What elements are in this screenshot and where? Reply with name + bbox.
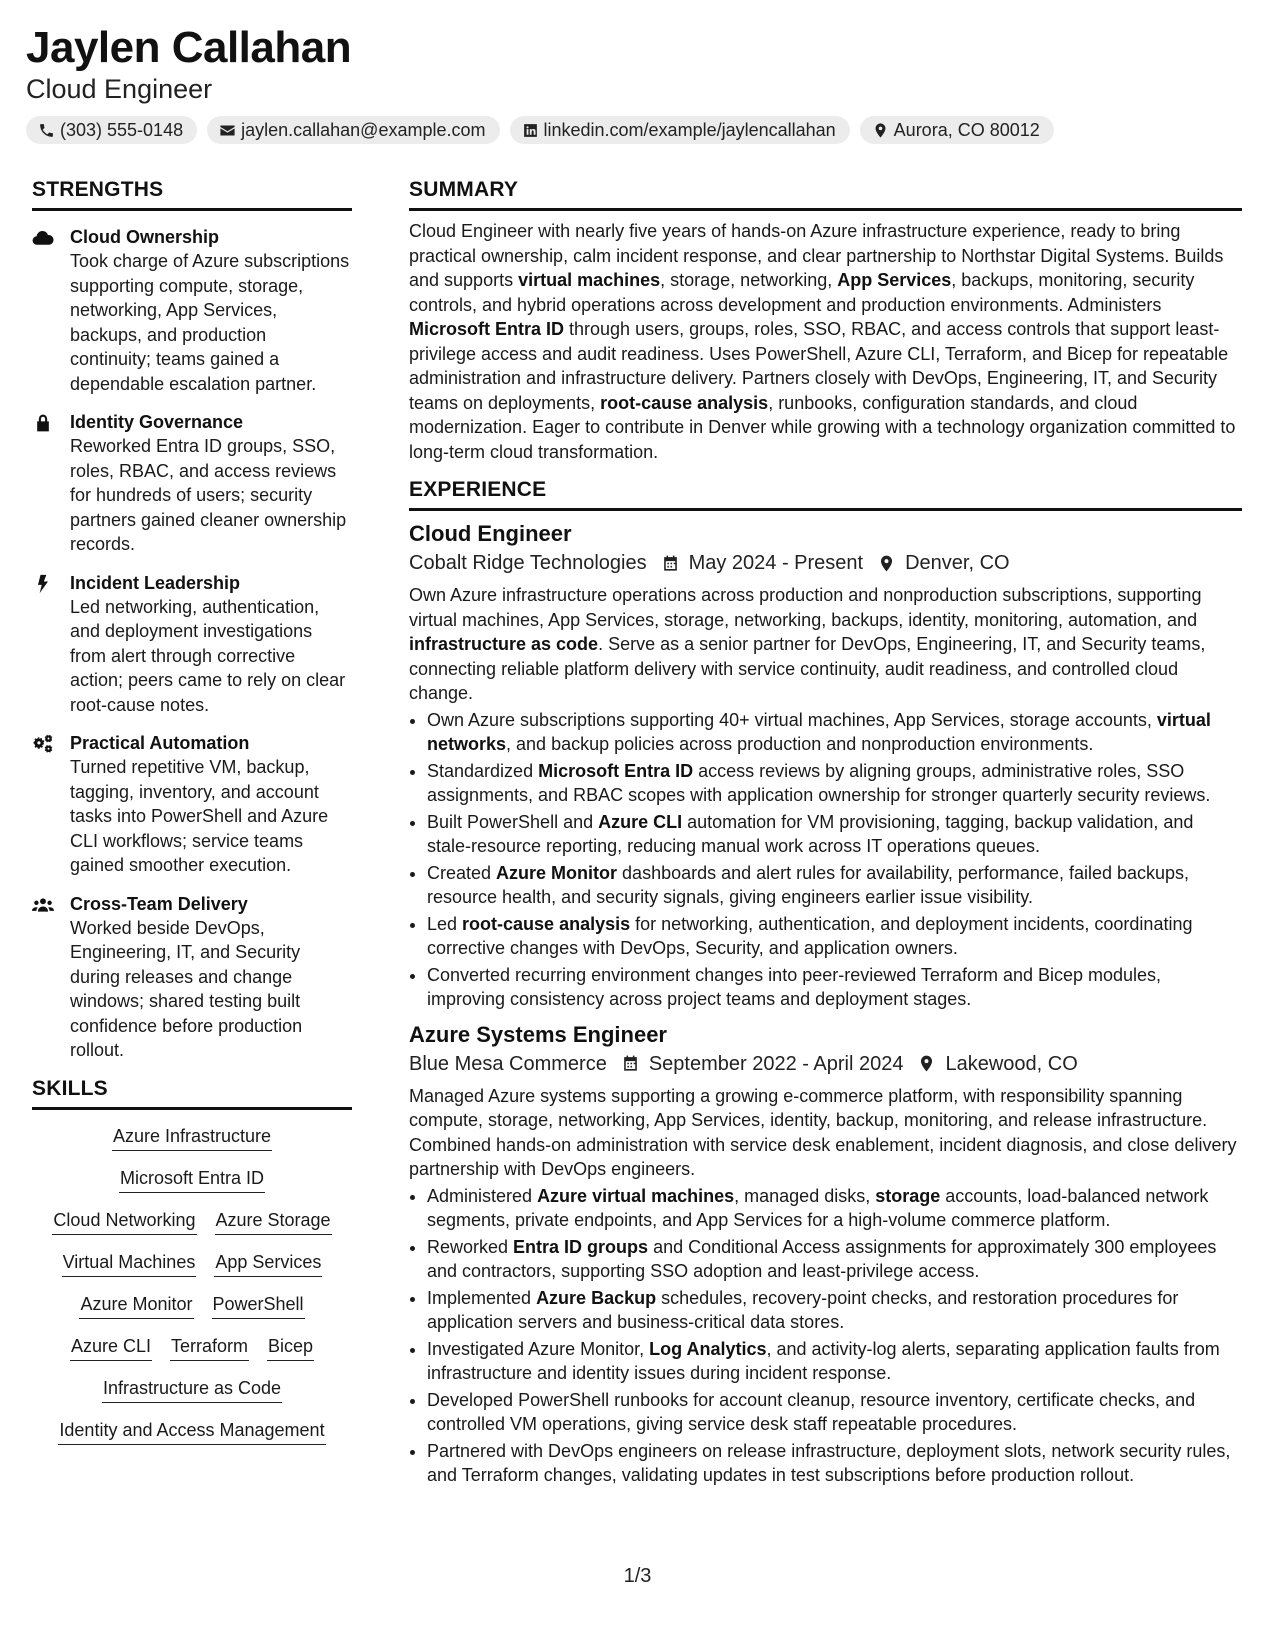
text-run: Standardized (427, 760, 539, 781)
strength-description: Worked beside DevOps, Engineering, IT, and Security during releases and change windows; shared testing built confidence before production rollout. (70, 917, 303, 1060)
strength-name: Cloud Ownership (70, 227, 220, 247)
lock-icon (32, 413, 54, 433)
skills-heading: SKILLS (32, 1077, 352, 1110)
skills-row (62, 1248, 323, 1277)
bullet-item (427, 912, 1242, 961)
job-dates: May 2024 - Present (688, 552, 864, 574)
skill-tag: App Services (214, 1248, 322, 1277)
text-run: Own Azure infrastructure operations across production and nonproduction subscriptions, supporting virtual machines, App Services, storage, networking, backups, identity, monitoring, automation, and (409, 585, 1202, 630)
text-run: and Conditional Access assignments for approximately 300 employees and contractors, supporting SSO adoption and least-privilege access. (427, 1236, 1217, 1281)
bullet-item (427, 1439, 1242, 1488)
bullet-item (427, 861, 1242, 910)
job-entry (409, 1020, 1242, 1488)
bold-text: storage (875, 1185, 941, 1206)
bolt-icon (32, 574, 54, 594)
bullet-item (427, 1235, 1242, 1284)
text-run: . Serve as a senior partner for DevOps, Engineering, IT, and Security teams, connecting reliable platform delivery with service continuity, audit readiness, and controlled cloud change. (409, 634, 1206, 703)
bullet-item (427, 708, 1242, 757)
bullet-item (427, 1388, 1242, 1437)
skills-row (112, 1122, 272, 1151)
text-run: Managed Azure systems supporting a growing e-commerce platform, with responsibility spanning compute, storage, networking, App Services, identity, backup, monitoring, and release infrastructure. Combined hands-on administration with service desk enablement, incident diagnosis, and close delivery partnership with DevOps engineers. (409, 1085, 1237, 1179)
bold-text: Azure Monitor (496, 862, 618, 883)
job-description (409, 583, 1242, 706)
calendar-icon (621, 1054, 640, 1073)
map-pin-icon (872, 122, 889, 139)
bullet-item (427, 810, 1242, 859)
phone-text: (303) 555-0148 (60, 119, 184, 140)
strength-name: Identity Governance (70, 412, 244, 432)
skill-tag: Terraform (170, 1332, 249, 1361)
location-text: Aurora, CO 80012 (893, 119, 1040, 140)
text-run: , backups, monitoring, security controls, and hybrid operations across development and production environments. Administers (409, 270, 1195, 315)
strength-name: Practical Automation (70, 733, 250, 753)
bold-text: root-cause analysis (600, 392, 769, 413)
bullet-item (427, 1286, 1242, 1335)
summary-text (409, 219, 1242, 464)
strength-body (70, 225, 352, 396)
job-company: Blue Mesa Commerce (409, 1052, 607, 1075)
skills-section (32, 1077, 352, 1445)
strength-icon-wrap (32, 410, 70, 557)
strengths-list (32, 225, 352, 1063)
skills-row (102, 1374, 282, 1403)
skill-tag: PowerShell (212, 1290, 305, 1319)
text-run: , runbooks, configuration standards, and cloud modernization. Eager to contribute in Denver while growing with a technology organization committed to long-term cloud transformation. (409, 392, 1236, 462)
bold-text: infrastructure as code (409, 634, 599, 654)
strength-description: Turned repetitive VM, backup, tagging, inventory, and account tasks into PowerShell and Azure CLI workflows; service teams gained smoother execution. (70, 757, 329, 875)
text-run: Developed PowerShell runbooks for account cleanup, resource inventory, certificate checks, and controlled VM operations, giving service desk staff repeatable procedures. (427, 1389, 1196, 1434)
text-run: through users, groups, roles, SSO, RBAC, and access controls that support least-privilege access and audit readiness. Uses PowerShell, Azure CLI, Terraform, and Bicep for repeatable administration and infrastructure delivery. Partners closely with DevOps, Engineering, IT, and Security teams on deployments, (409, 319, 1229, 413)
strength-body (70, 731, 352, 878)
skill-tag: Infrastructure as Code (102, 1374, 282, 1403)
text-run: , and backup policies across production and nonproduction environments. (506, 734, 1094, 754)
resume-header (26, 22, 1245, 144)
map-pin-icon (877, 554, 896, 573)
strength-description: Reworked Entra ID groups, SSO, roles, RBAC, and access reviews for hundreds of users; security partners gained cleaner ownership records. (70, 436, 347, 554)
bullet-item (427, 1337, 1242, 1386)
skill-tag: Azure Infrastructure (112, 1122, 272, 1151)
strength-item (32, 571, 352, 718)
skill-tag: Azure Monitor (79, 1290, 193, 1319)
text-run: , managed disks, (734, 1185, 876, 1206)
text-run: Partnered with DevOps engineers on release infrastructure, deployment slots, network security rules, and Terraform changes, validating updates in test subscriptions before production rollout. (427, 1440, 1231, 1485)
contact-bar (26, 116, 1245, 144)
text-run: dashboards and alert rules for availability, performance, failed backups, resource health, and security signals, giving engineers earlier issue visibility. (427, 862, 1190, 907)
text-run: Created (427, 862, 497, 883)
skill-tag: Virtual Machines (62, 1248, 197, 1277)
bold-text: Entra ID groups (513, 1236, 649, 1257)
linkedin-text: linkedin.com/example/jaylencallahan (543, 119, 836, 140)
envelope-icon (219, 122, 236, 139)
job-company: Cobalt Ridge Technologies (409, 552, 647, 574)
job-title: Cloud Engineer (409, 521, 572, 546)
strength-item (32, 731, 352, 878)
bullet-item (427, 759, 1242, 808)
job-dates: September 2022 - April 2024 (648, 1052, 904, 1075)
candidate-name: Jaylen Callahan (26, 23, 352, 72)
skills-row (70, 1332, 314, 1361)
text-run: Own Azure subscriptions supporting 40+ virtual machines, App Services, storage accounts, (427, 709, 1157, 730)
skills-row (52, 1206, 331, 1235)
phone-icon (38, 122, 55, 139)
text-run: access reviews by aligning groups, administrative roles, SSO assignments, and RBAC scopes with application ownership for stronger quarterly security reviews. (427, 760, 1211, 805)
skills-row (79, 1290, 304, 1319)
skill-tag: Microsoft Entra ID (119, 1164, 265, 1193)
location-pill (860, 116, 1054, 144)
strength-body (70, 571, 352, 718)
text-run: Cloud Engineer with nearly five years of hands-on Azure infrastructure experience, ready to bring practical ownership, calm incident response, and clear partnership to Northstar Digital Systems. Builds and supports (409, 221, 1224, 290)
email-pill[interactable] (207, 116, 499, 144)
strengths-heading: STRENGTHS (32, 178, 352, 211)
strength-item (32, 225, 352, 396)
map-pin-icon (917, 1054, 936, 1073)
linkedin-pill[interactable] (510, 116, 850, 144)
strength-body (70, 892, 352, 1063)
job-meta (409, 1050, 1242, 1078)
text-run: , and activity-log alerts, separating application faults from infrastructure and identity issues during incident response. (427, 1338, 1220, 1383)
bold-text: root-cause analysis (462, 913, 631, 934)
bold-text: virtual networks (427, 709, 1211, 754)
skill-tag: Identity and Access Management (58, 1416, 325, 1445)
experience-list (409, 519, 1242, 1488)
users-icon (32, 895, 54, 915)
bold-text: Microsoft Entra ID (409, 319, 565, 339)
text-run: Investigated Azure Monitor, (427, 1338, 650, 1359)
summary-heading: SUMMARY (409, 178, 1242, 211)
strength-name: Incident Leadership (70, 572, 241, 593)
skill-tag: Azure Storage (215, 1206, 332, 1235)
bullet-item (427, 963, 1242, 1012)
email-text: jaylen.callahan@example.com (241, 119, 486, 140)
text-run: Built PowerShell and (427, 811, 599, 832)
skill-tag: Cloud Networking (52, 1206, 196, 1235)
gears-icon (32, 734, 54, 754)
strength-description: Took charge of Azure subscriptions supporting compute, storage, networking, App Services, backups, and production continuity; teams gained a dependable escalation partner. (70, 251, 350, 394)
text-run: Administered (427, 1185, 538, 1206)
strength-body (70, 410, 352, 557)
strength-name: Cross-Team Delivery (70, 893, 248, 914)
skill-tag: Bicep (267, 1332, 314, 1361)
page-number: 1/3 (623, 1565, 652, 1587)
bold-text: Azure Backup (536, 1287, 657, 1308)
bold-text: Microsoft Entra ID (538, 760, 694, 781)
job-meta (409, 549, 1242, 577)
cloud-icon (32, 228, 54, 248)
skills-list (32, 1122, 352, 1445)
candidate-title: Cloud Engineer (26, 74, 213, 104)
right-column (409, 178, 1242, 1490)
bold-text: Azure CLI (598, 811, 683, 832)
bullet-item (427, 1184, 1242, 1233)
job-bullets (409, 708, 1242, 1012)
skills-row (58, 1416, 325, 1445)
text-run: Converted recurring environment changes into peer-reviewed Terraform and Bicep modules, improving consistency across project teams and deployment stages. (427, 964, 1162, 1009)
linkedin-icon (522, 122, 539, 139)
phone-pill[interactable] (26, 116, 197, 144)
skills-row (119, 1164, 265, 1193)
job-entry (409, 519, 1242, 1012)
job-bullets (409, 1184, 1242, 1488)
strength-icon-wrap (32, 731, 70, 878)
bold-text: virtual machines (518, 270, 661, 290)
skill-tag: Azure CLI (70, 1332, 152, 1361)
job-location: Denver, CO (905, 552, 1010, 574)
text-run: accounts, load-balanced network segments, private endpoints, and App Services for a high-volume commerce platform. (427, 1185, 1209, 1230)
job-description (409, 1084, 1242, 1182)
strength-icon-wrap (32, 892, 70, 1063)
bold-text: App Services (837, 270, 952, 290)
left-column (32, 178, 352, 1445)
text-run: Led (427, 913, 463, 934)
experience-heading: EXPERIENCE (409, 478, 1242, 511)
calendar-icon (661, 554, 680, 573)
bold-text: Azure virtual machines (537, 1185, 735, 1206)
strength-icon-wrap (32, 225, 70, 396)
bold-text: Log Analytics (649, 1338, 767, 1359)
strength-item (32, 892, 352, 1063)
strength-description: Led networking, authentication, and deployment investigations from alert through corrective action; peers came to rely on clear root-cause notes. (70, 596, 346, 715)
text-run: , storage, networking, (660, 270, 838, 290)
strength-icon-wrap (32, 571, 70, 718)
strength-item (32, 410, 352, 557)
job-title: Azure Systems Engineer (409, 1021, 667, 1047)
text-run: Reworked (427, 1236, 514, 1257)
text-run: schedules, recovery-point checks, and restoration procedures for application servers and business-critical data stores. (427, 1287, 1179, 1332)
text-run: for networking, authentication, and deployment incidents, coordinating corrective changes with DevOps, Security, and application owners. (427, 913, 1193, 958)
text-run: Implemented (427, 1287, 537, 1308)
job-location: Lakewood, CO (945, 1052, 1078, 1075)
text-run: automation for VM provisioning, tagging, backup validation, and stale-resource reporting, reducing manual work across IT operations queues. (427, 811, 1194, 856)
